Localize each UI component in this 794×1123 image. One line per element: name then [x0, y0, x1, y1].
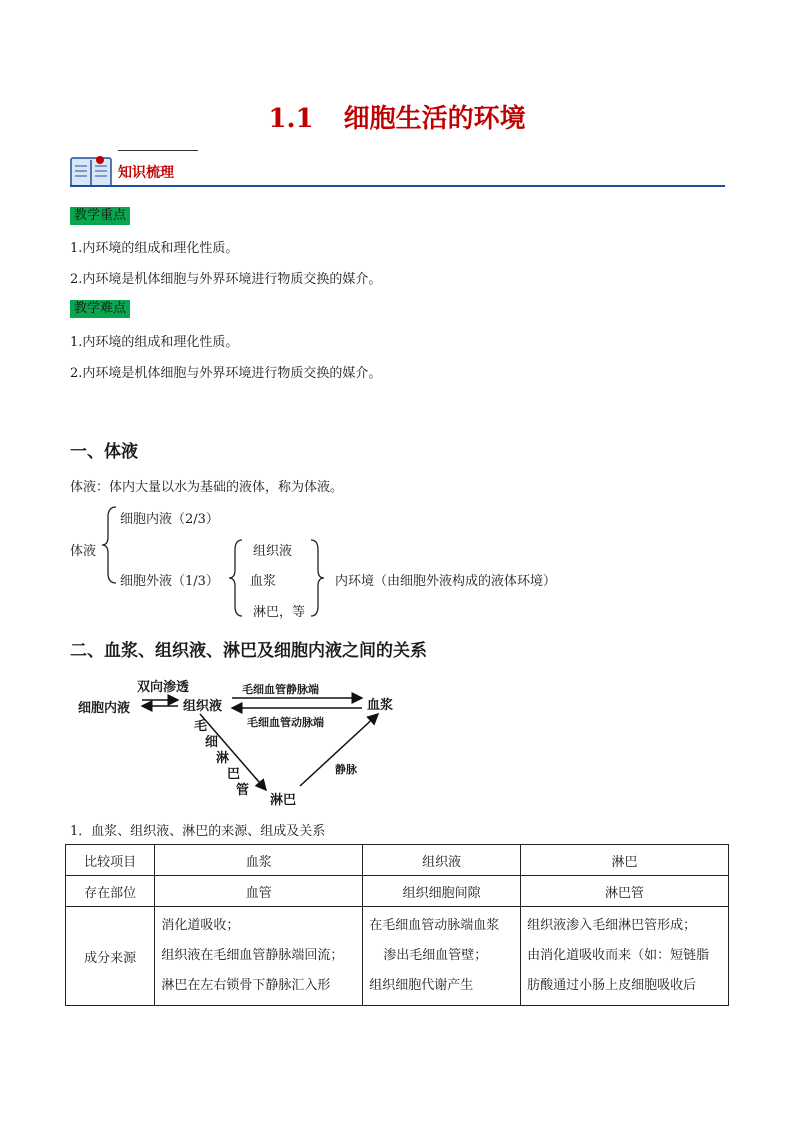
part2-heading: 二、血浆、组织液、淋巴及细胞内液之间的关系	[70, 641, 427, 661]
label-arterial-end: 毛细血管动脉端	[247, 716, 324, 729]
label-capillary-char: 巴	[227, 767, 241, 782]
comparison-table	[65, 844, 729, 1006]
cell-line: 在毛细血管动脉端血浆	[369, 918, 500, 933]
table-cell: 淋巴	[521, 845, 729, 876]
section-header	[70, 150, 725, 190]
cell-line: 组织液渗入毛细淋巴管形成；	[527, 918, 697, 933]
table-cell: 组织细胞间隙	[363, 876, 521, 907]
difficult-points-tag: 教学难点	[70, 300, 130, 318]
label-bidirectional: 双向渗透	[137, 680, 190, 695]
header-top-rule	[118, 150, 198, 151]
key-points-tag: 教学重点	[70, 207, 130, 225]
table-cell: 存在部位	[66, 876, 155, 907]
key-point-item: 1.内环境的组成和理化性质。	[70, 241, 239, 256]
label-capillary-char: 细	[205, 735, 219, 750]
cell-line: 肪酸通过小肠上皮细胞吸收后	[527, 978, 697, 993]
title-number: 1.1	[268, 104, 314, 134]
tree-root: 体液	[70, 544, 97, 559]
label-capillary-char: 淋	[216, 751, 230, 766]
table-cell	[363, 907, 521, 1006]
internal-environment: 内环境（由细胞外液构成的液体环境）	[335, 574, 557, 589]
table-row	[66, 845, 729, 876]
table-cell: 淋巴管	[521, 876, 729, 907]
table-cell: 比较项目	[66, 845, 155, 876]
table-cell: 血管	[155, 876, 363, 907]
cell-line: 组织液在毛细血管静脉端回流；	[161, 948, 344, 963]
brace-right	[307, 538, 325, 618]
section-label: 知识梳理	[118, 165, 174, 181]
intracellular-fluid: 细胞内液（2/3）	[120, 512, 219, 527]
cell-line: 组织细胞代谢产生	[369, 978, 474, 993]
difficult-point-item: 1.内环境的组成和理化性质。	[70, 335, 239, 350]
cell-line: 由消化道吸收而来（如：短链脂	[527, 948, 710, 963]
cell-line: 渗出毛细血管壁；	[383, 948, 488, 963]
ext-item-plasma: 血浆	[250, 574, 277, 589]
node-tissue-fluid: 组织液	[183, 699, 223, 714]
extracellular-fluid: 细胞外液（1/3）	[120, 574, 219, 589]
table-cell: 成分来源	[66, 907, 155, 1006]
cell-line: 消化道吸收；	[161, 918, 240, 933]
page-title	[0, 98, 794, 135]
title-text: 细胞生活的环境	[343, 104, 526, 134]
table-cell	[521, 907, 729, 1006]
node-plasma: 血浆	[367, 698, 394, 713]
difficult-point-item: 2.内环境是机体细胞与外界环境进行物质交换的媒介。	[70, 366, 382, 381]
node-cell-fluid: 细胞内液	[78, 701, 131, 716]
table-cell: 组织液	[363, 845, 521, 876]
table-row	[66, 907, 729, 1006]
label-capillary-char: 管	[236, 783, 250, 798]
label-venous-end: 毛细血管静脉端	[242, 683, 319, 696]
key-point-item: 2.内环境是机体细胞与外界环境进行物质交换的媒介。	[70, 272, 382, 287]
ext-item-lymph: 淋巴，等	[253, 605, 306, 620]
header-divider	[70, 185, 725, 187]
label-vein: 静脉	[335, 763, 357, 776]
table-cell: 血浆	[155, 845, 363, 876]
body-fluid-definition: 体液：体内大量以水为基础的液体，称为体液。	[70, 480, 344, 495]
table-cell	[155, 907, 363, 1006]
cell-line: 淋巴在左右锁骨下静脉汇入形	[161, 978, 331, 993]
brace-left-outer	[100, 505, 120, 585]
node-lymph: 淋巴	[270, 793, 297, 808]
table-row	[66, 876, 729, 907]
book-icon	[70, 154, 112, 188]
label-capillary-char: 毛	[194, 719, 208, 734]
brace-left-inner	[228, 538, 246, 618]
part2-subheading: 1．血浆、组织液、淋巴的来源、组成及关系	[70, 824, 326, 839]
ext-item-tissue: 组织液	[253, 544, 293, 559]
part1-heading: 一、体液	[70, 442, 138, 462]
